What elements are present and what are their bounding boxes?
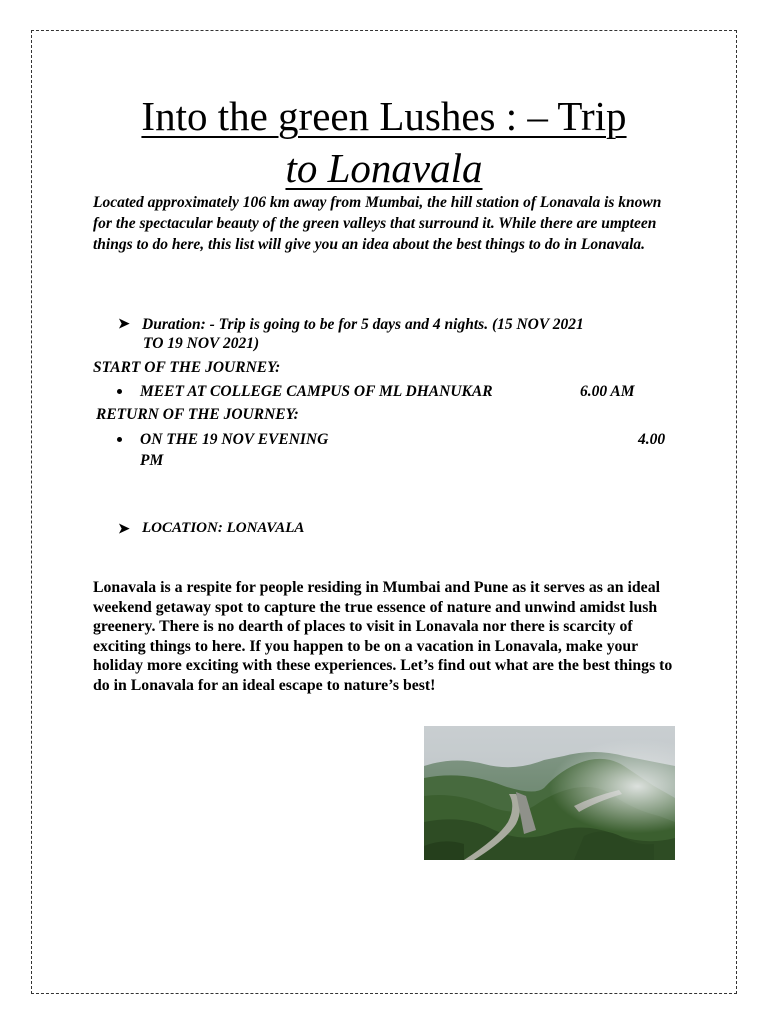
- location-line: LOCATION: LONAVALA: [142, 520, 305, 536]
- description-paragraph: Lonavala is a respite for people residing in Mumbai and Pune as it serves as an ideal weekend getaway spot to capture the true essence of nature and unwind amidst lush greenery. There is no dearth of places to visit in Lonavala nor there is scarcity of exciting things to here. If you happen to be on a vacation in Lonavala, make your holiday more exciting with these experiences. Let’s find out what are the best things to do in Lonavala for an ideal escape to nature’s best!: [93, 579, 673, 694]
- return-item-text: ON THE 19 NOV EVENING: [140, 431, 329, 448]
- start-item-text: MEET AT COLLEGE CAMPUS OF ML DHANUKAR: [140, 383, 493, 400]
- page-title-line-1: Into the green Lushes : – Trip: [141, 93, 627, 139]
- duration-line-1: Duration: - Trip is going to be for 5 days and 4 nights. (15 NOV 2021: [142, 316, 584, 333]
- bullet-dot-icon: [117, 437, 122, 442]
- intro-paragraph: Located approximately 106 km away from Mumbai, the hill station of Lonavala is known for the spectacular beauty of the green valleys that surround it. While there are umpteen things to do here, this list will give you an idea about the best things to do in Lonavala.: [93, 194, 662, 253]
- duration-line-2: TO 19 NOV 2021): [143, 335, 260, 352]
- arrow-bullet-icon: ➤: [118, 317, 130, 332]
- arrow-bullet-icon: ➤: [118, 522, 130, 537]
- start-item-time: 6.00 AM: [580, 383, 635, 400]
- start-heading: START OF THE JOURNEY:: [93, 359, 281, 376]
- return-item-time: 4.00: [638, 431, 666, 448]
- return-heading: RETURN OF THE JOURNEY:: [96, 406, 299, 423]
- page-title-line-2: to Lonavala: [285, 145, 483, 191]
- bullet-dot-icon: [117, 389, 122, 394]
- return-item-time-unit: PM: [140, 452, 164, 469]
- lonavala-landscape-photo: [424, 726, 675, 860]
